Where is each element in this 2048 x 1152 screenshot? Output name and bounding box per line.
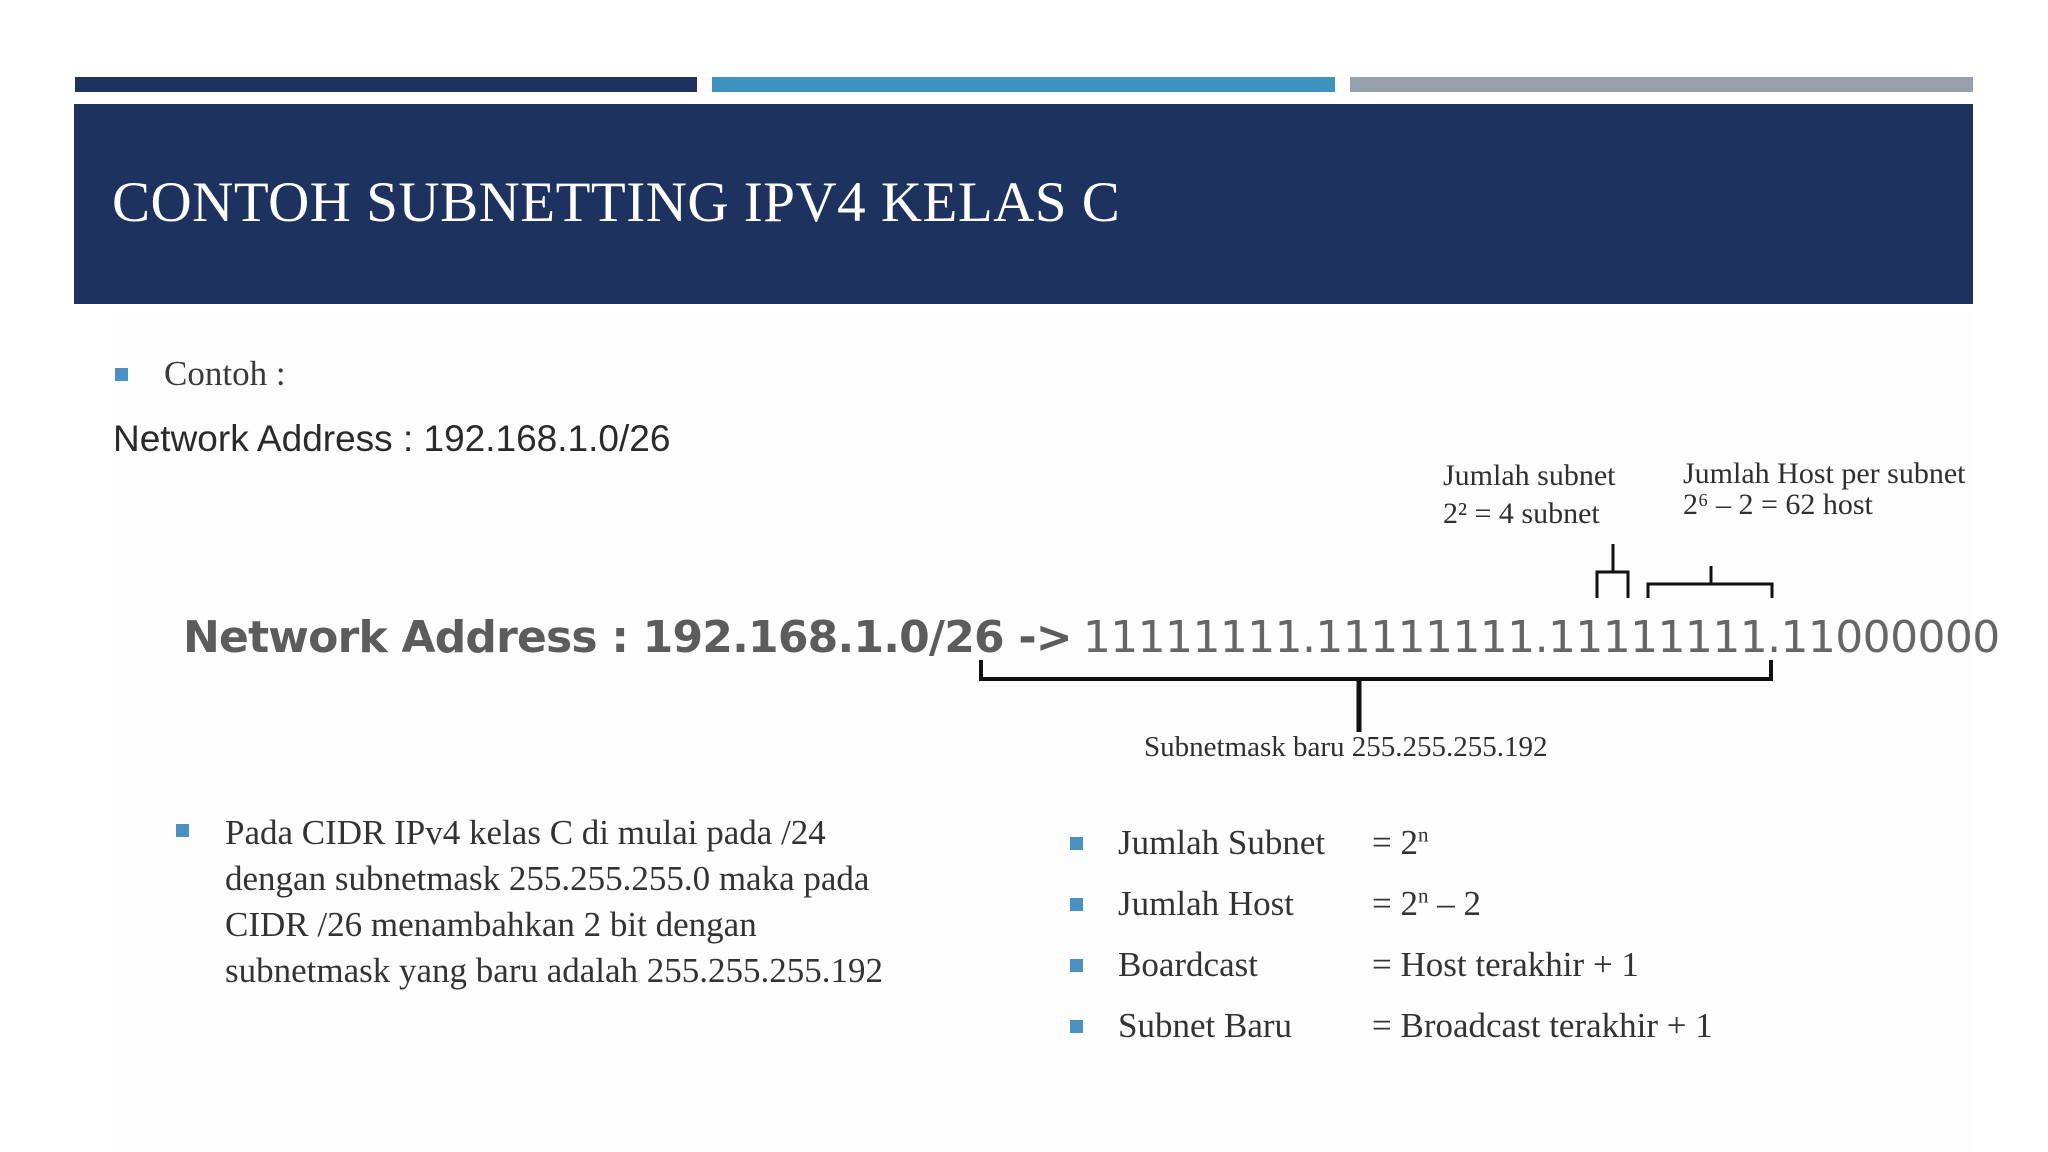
subnet-count-title: Jumlah subnet (1443, 459, 1616, 492)
bullet-square (1070, 1020, 1083, 1033)
formula-label-new-subnet: Subnet Baru (1118, 1006, 1293, 1045)
formula-value-new-subnet: = Broadcast terakhir + 1 (1372, 1006, 1713, 1045)
example-label: Contoh : (164, 354, 286, 393)
binary-network-line (183, 612, 2000, 663)
subnet-bits-bracket (1597, 572, 1628, 598)
formula-value-subnet: = $2^n$ (1372, 822, 1429, 862)
formula-label-host: Jumlah Host (1118, 884, 1294, 923)
bullet-square (1070, 898, 1083, 911)
bullet-square (1070, 837, 1083, 850)
bullet-square (1070, 959, 1083, 972)
binary-line-prefix: Network Address : 192.168.1.0/26 -> (183, 612, 1072, 663)
host-bits-bracket (1648, 584, 1772, 598)
formula-label-subnet: Jumlah Subnet (1118, 823, 1326, 862)
bullet-square (176, 824, 189, 837)
host-count-formula: 2⁶ – 2 = 62 host (1683, 488, 1873, 521)
page-title: CONTOH SUBNETTING IPV4 KELAS C (112, 171, 1121, 234)
formula-label-broadcast: Boardcast (1118, 945, 1258, 984)
explanation-paragraph: Pada CIDR IPv4 kelas C di mulai pada /24 dengan subnetmask 255.255.255.0 maka pada CIDR /26 menambahkan 2 bit dengan subnetmask yang baru adalah 255.255.255.192 (225, 813, 884, 990)
network-address-text: Network Address : 192.168.1.0/26 (113, 418, 671, 459)
subnet-count-formula: 2² = 4 subnet (1443, 497, 1600, 530)
new-subnetmask-label: Subnetmask baru 255.255.255.192 (1144, 731, 1548, 763)
formula-value-broadcast: = Host terakhir + 1 (1372, 945, 1639, 984)
binary-mask: 11111111.11111111.11111111.11000000 (1082, 612, 2000, 663)
formula-value-host: = $2^n - 2$ (1372, 883, 1481, 923)
host-count-title: Jumlah Host per subnet (1683, 457, 1966, 490)
